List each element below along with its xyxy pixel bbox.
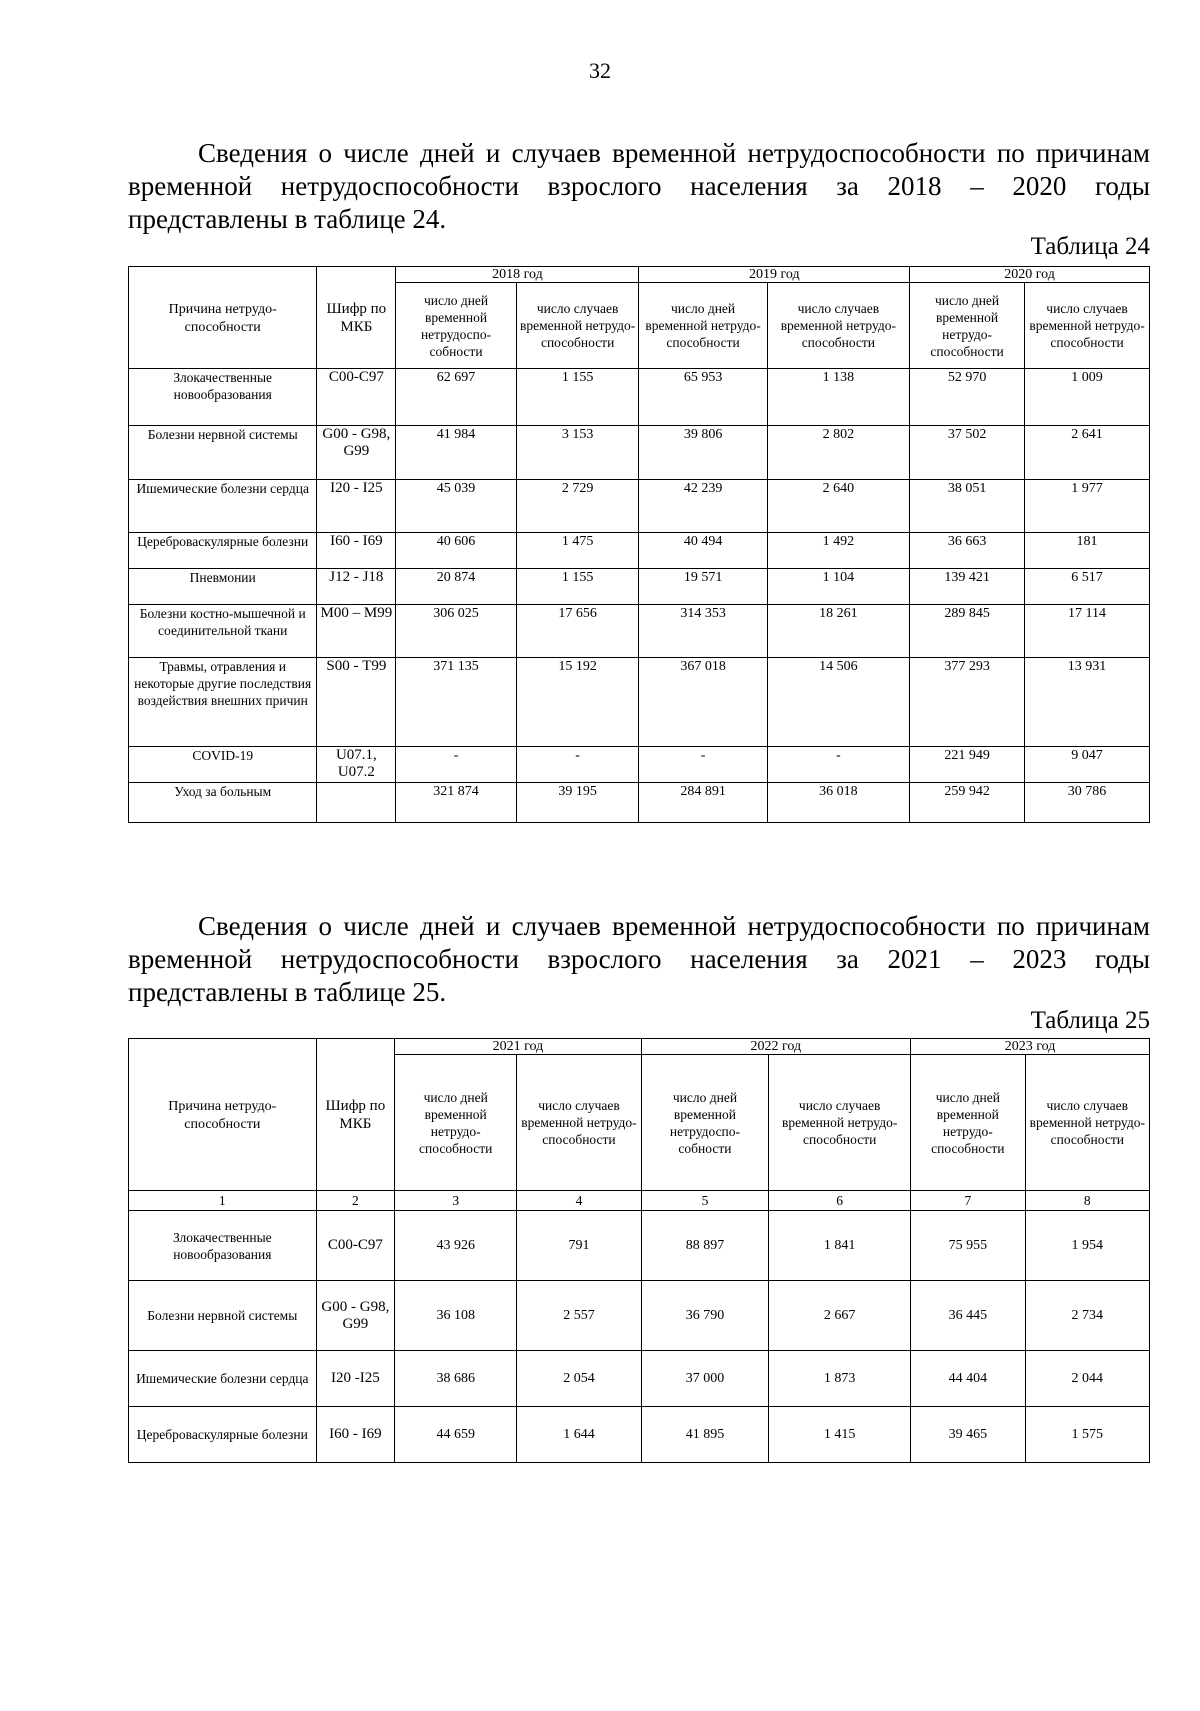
table25-column-number: 2 [316,1191,395,1211]
table24-cause: Болезни костно-мышечной и соединительной ткани [129,605,317,658]
table24-value: 65 953 [639,369,767,426]
table24-value: 41 984 [396,426,517,480]
table25-cause: Болезни нервной системы [129,1281,317,1351]
table24-value: - [639,747,767,783]
table24-code: I20 - I25 [317,480,396,533]
table25-value: 88 897 [641,1211,769,1281]
table25-value: 44 404 [911,1351,1026,1407]
table25-value: 2 734 [1025,1281,1149,1351]
table24-header-code: Шифр по МКБ [317,267,396,369]
table24-value: 62 697 [396,369,517,426]
table24-value: 37 502 [910,426,1025,480]
table25-cause: Ишемические болезни сердца [129,1351,317,1407]
table25-cause: Цереброваскулярные болезни [129,1407,317,1463]
table24-value: 15 192 [516,658,639,747]
table24-cause: Уход за больным [129,783,317,823]
table25-sub-header: число дней временной нетрудо-способности [395,1055,517,1191]
section1-line1: Сведения о числе дней и случаев временной нетрудоспособности по причинам [198,138,1150,168]
table24-value: 2 802 [767,426,909,480]
table24-code: S00 - Т99 [317,658,396,747]
table-row [129,533,1150,569]
table24-value: 39 195 [516,783,639,823]
table24-sub-header: число дней временной нетрудо-способности [910,283,1025,369]
table25-value: 1 954 [1025,1211,1149,1281]
table24-value: 2 640 [767,480,909,533]
table25-value: 36 108 [395,1281,517,1351]
table25-sub-header: число случаев временной нетрудо-способности [769,1055,911,1191]
table25-header-code: Шифр по МКБ [316,1039,395,1191]
table-row [129,1407,1150,1463]
table24-value: 18 261 [767,605,909,658]
table24-sub-header: число случаев временной нетрудо-способности [767,283,909,369]
table24-sub-header: число дней временной нетрудо-способности [639,283,767,369]
table24-sub-header: число случаев временной нетрудо-способности [1025,283,1150,369]
table24-code [317,783,396,823]
table25-value: 43 926 [395,1211,517,1281]
table-row [129,658,1150,747]
table24-value: 2 641 [1025,426,1150,480]
table25-sub-header: число дней временной нетрудо-способности [911,1055,1026,1191]
table24-value: 289 845 [910,605,1025,658]
table24-value: 367 018 [639,658,767,747]
table24-cause: Травмы, отравления и некоторые другие последствия воздействия внешних причин [129,658,317,747]
table25-code: С00-С97 [316,1211,395,1281]
table25-value: 2 044 [1025,1351,1149,1407]
table25-value: 2 054 [517,1351,641,1407]
table25-column-number: 4 [517,1191,641,1211]
table25-value: 37 000 [641,1351,769,1407]
table25 [128,1038,1150,1463]
section2-line1: Сведения о числе дней и случаев временной нетрудоспособности по причинам [198,911,1150,941]
table24-value: 1 138 [767,369,909,426]
table24-code: J12 - J18 [317,569,396,605]
table24 [128,266,1150,823]
table24-sub-header: число случаев временной нетрудо-способности [516,283,639,369]
table24-year-2018: 2018 год [396,267,639,283]
table24-code: С00-С97 [317,369,396,426]
section1-paragraph [128,137,1150,236]
table24-value: 321 874 [396,783,517,823]
table24-value: 14 506 [767,658,909,747]
table24-caption: Таблица 24 [1030,233,1150,260]
table24-code: М00 – М99 [317,605,396,658]
table24-value: 1 492 [767,533,909,569]
table-row [129,1351,1150,1407]
table24-cause: Пневмонии [129,569,317,605]
page-number: 32 [589,58,611,83]
table24-cause: Ишемические болезни сердца [129,480,317,533]
table24-value: 13 931 [1025,658,1150,747]
table24-value: 20 874 [396,569,517,605]
table24-cause: Болезни нервной системы [129,426,317,480]
table24-value: 1 155 [516,369,639,426]
table24-value: 314 353 [639,605,767,658]
table24-value: 40 606 [396,533,517,569]
table24-value: 2 729 [516,480,639,533]
table25-value: 1 575 [1025,1407,1149,1463]
table24-value: 1 475 [516,533,639,569]
table24-value: 19 571 [639,569,767,605]
table24-year-2020: 2020 год [910,267,1150,283]
table24-value: 30 786 [1025,783,1150,823]
table24-value: 36 018 [767,783,909,823]
table-row [129,1211,1150,1281]
section2-line3: представлены в таблице 25. [128,977,447,1007]
table25-column-number: 3 [395,1191,517,1211]
table25-value: 44 659 [395,1407,517,1463]
table25-cause: Злокачественные новообразования [129,1211,317,1281]
table25-year-2022: 2022 год [641,1039,910,1055]
table25-value: 36 790 [641,1281,769,1351]
table24-value: 17 114 [1025,605,1150,658]
table25-code: I20 -I25 [316,1351,395,1407]
table25-value: 39 465 [911,1407,1026,1463]
table24-value: 371 135 [396,658,517,747]
table24-value: - [396,747,517,783]
table25-value: 2 667 [769,1281,911,1351]
table24-sub-header: число дней временной нетрудоспо-собности [396,283,517,369]
table25-sub-header: число случаев временной нетрудо-способности [1025,1055,1149,1191]
table25-column-number: 8 [1025,1191,1149,1211]
table-row [129,747,1150,783]
table25-year-2023: 2023 год [911,1039,1150,1055]
table25-value: 1 841 [769,1211,911,1281]
table24-value: 42 239 [639,480,767,533]
table24-value: 259 942 [910,783,1025,823]
table24-value: 1 104 [767,569,909,605]
table24-value: 39 806 [639,426,767,480]
table24-value: 45 039 [396,480,517,533]
table25-header-cause: Причина нетрудо-способности [129,1039,317,1191]
table24-value: 284 891 [639,783,767,823]
table24-value: 36 663 [910,533,1025,569]
table24-code: I60 - I69 [317,533,396,569]
table25-value: 791 [517,1211,641,1281]
section1-line2: временной нетрудоспособности взрослого населения за 2018 – 2020 годы [128,171,1150,201]
table25-value: 2 557 [517,1281,641,1351]
table25-value: 1 644 [517,1407,641,1463]
table25-code: I60 - I69 [316,1407,395,1463]
table-row [129,569,1150,605]
table24-value: 139 421 [910,569,1025,605]
table24-value: 52 970 [910,369,1025,426]
table24-value: 3 153 [516,426,639,480]
table25-column-number: 5 [641,1191,769,1211]
table24-code: G00 - G98, G99 [317,426,396,480]
table24-header-cause: Причина нетрудо-способности [129,267,317,369]
table25-code: G00 - G98, G99 [316,1281,395,1351]
table24-value: 221 949 [910,747,1025,783]
section2-line2: временной нетрудоспособности взрослого населения за 2021 – 2023 годы [128,944,1150,974]
table24-value: 1 977 [1025,480,1150,533]
table25-column-number: 1 [129,1191,317,1211]
table24-value: - [516,747,639,783]
table25-value: 41 895 [641,1407,769,1463]
table25-sub-header: число дней временной нетрудоспо-собности [641,1055,769,1191]
table24-value: 9 047 [1025,747,1150,783]
table24-value: 1 009 [1025,369,1150,426]
table-row [129,1281,1150,1351]
table24-year-2019: 2019 год [639,267,910,283]
table24-value: 40 494 [639,533,767,569]
table24-value: 377 293 [910,658,1025,747]
table25-value: 36 445 [911,1281,1026,1351]
table24-value: 38 051 [910,480,1025,533]
table24-code: U07.1, U07.2 [317,747,396,783]
table25-column-number: 6 [769,1191,911,1211]
table-row [129,783,1150,823]
table24-value: 17 656 [516,605,639,658]
table25-value: 1 873 [769,1351,911,1407]
table25-year-2021: 2021 год [395,1039,642,1055]
table25-value: 38 686 [395,1351,517,1407]
table-row [129,369,1150,426]
table24-cause: Цереброваскулярные болезни [129,533,317,569]
section2-paragraph [128,910,1150,1009]
table-row [129,605,1150,658]
table24-value: - [767,747,909,783]
table25-value: 1 415 [769,1407,911,1463]
table25-value: 75 955 [911,1211,1026,1281]
section1-line3: представлены в таблице 24. [128,204,447,234]
table24-cause: COVID-19 [129,747,317,783]
table25-sub-header: число случаев временной нетрудо-способности [517,1055,641,1191]
table25-caption: Таблица 25 [1030,1007,1150,1034]
table24-value: 1 155 [516,569,639,605]
table-row [129,480,1150,533]
table24-cause: Злокачественные новообразования [129,369,317,426]
table-row [129,426,1150,480]
table24-value: 181 [1025,533,1150,569]
table24-value: 306 025 [396,605,517,658]
table24-value: 6 517 [1025,569,1150,605]
table25-column-number: 7 [911,1191,1026,1211]
